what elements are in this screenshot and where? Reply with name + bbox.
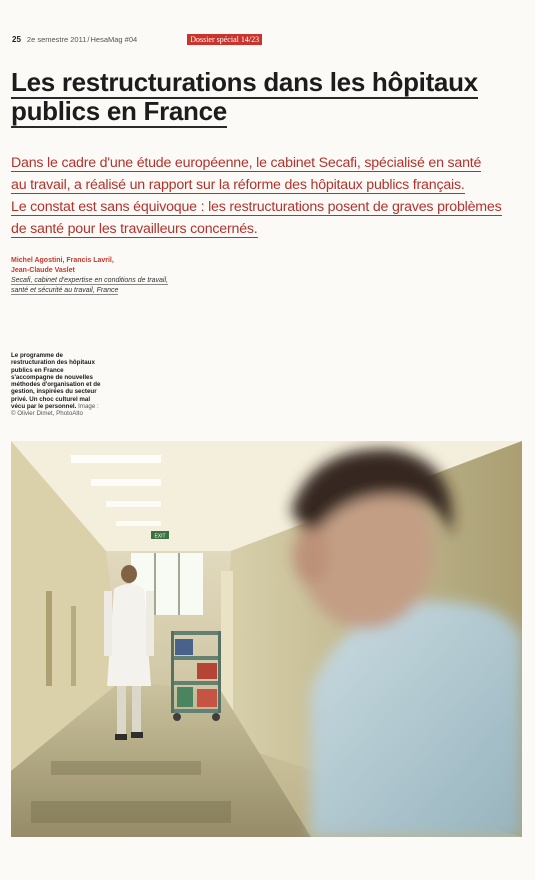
author-block [11, 256, 311, 296]
magazine-name: HesaMag #04 [90, 35, 138, 44]
author-names: Michel Agostini, Francis Lavril, Jean-Claude Vaslet [11, 257, 114, 274]
exit-sign-text: EXIT [154, 533, 166, 540]
title-line: publics en France [11, 96, 227, 126]
section-badge: Dossier spécial 14/23 [187, 34, 262, 45]
hospital-corridor-photo [11, 441, 522, 837]
page-number: 25 [12, 35, 21, 44]
article-lead [11, 152, 516, 240]
article-title [11, 68, 516, 126]
photo-credit: Image : © Olivier Dimet, PhotoAlto [11, 403, 99, 418]
title-line: Les restructurations dans les hôpitaux [11, 67, 478, 97]
caption-text: Le programme de restructuration des hôpitaux publics en France s'accompagne de nouvelles méthodes d'organisation et de gestion, inspirées du secteur privé. Un choc culturel mal vécu par le personnel. [11, 352, 101, 411]
lead-line: Le constat est sans équivoque : les restructurations posent de graves problèmes [11, 199, 502, 215]
lead-line: Dans le cadre d'une étude européenne, le cabinet Secafi, spécialisé en santé [11, 155, 482, 171]
photo-caption [11, 352, 101, 418]
author-affiliation: Secafi, cabinet d'expertise en conditions de travail, santé et sécurité au travail, France [11, 277, 168, 294]
issue-label: 2e semestre 2011 [26, 35, 87, 44]
page-header: 25 2e semestre 2011 / HesaMag #04 Dossier spécial 14/23 [12, 34, 262, 45]
lead-line: de santé pour les travailleurs concernés. [11, 221, 258, 237]
lead-line: au travail, a réalisé un rapport sur la réforme des hôpitaux publics français. [11, 177, 465, 193]
